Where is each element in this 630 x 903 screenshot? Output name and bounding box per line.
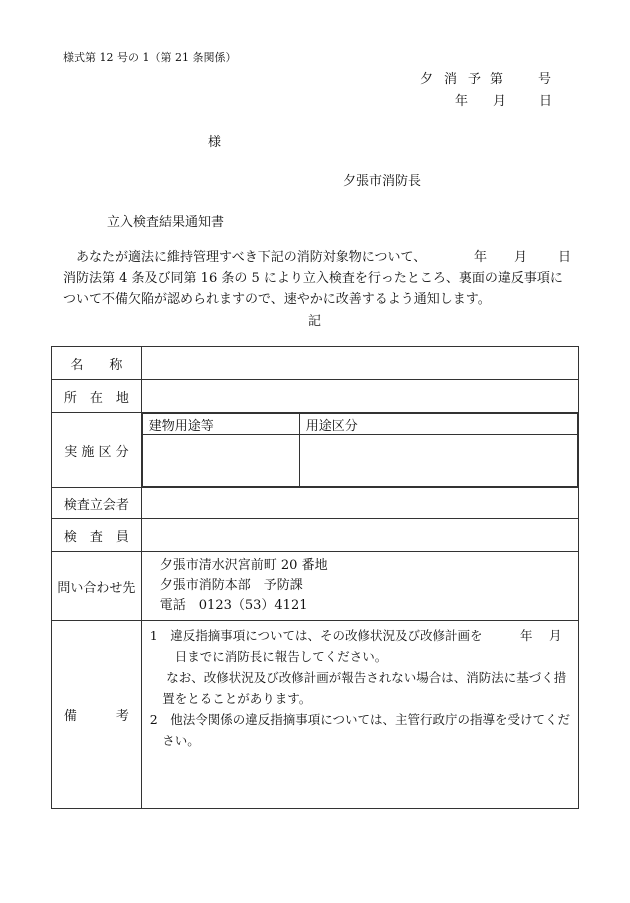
remarks-line: さい。 <box>149 733 200 748</box>
witness-label: 検査立会者 <box>52 488 142 519</box>
inspector-label: 検 査 員 <box>52 519 142 552</box>
body-day: 日 <box>558 250 572 265</box>
contact-label: 問い合わせ先 <box>52 552 142 621</box>
remarks-line: 置をとることがあります。 <box>149 691 312 706</box>
location-value <box>141 380 578 413</box>
contact-address: 夕張市清水沢宮前町 20 番地 <box>159 558 328 573</box>
name-value <box>141 347 578 380</box>
category-label: 実 施 区 分 <box>52 413 142 488</box>
body-line-1: あなたが適法に維持管理すべき下記の消防対象物について、 年 月 日 <box>63 247 583 268</box>
document-title: 立入検査結果通知書 <box>107 215 225 230</box>
notice-body <box>63 247 583 310</box>
inspection-table <box>51 346 579 809</box>
body-line-3: ついて不備欠陥が認められますので、速やかに改善するよう通知します。 <box>63 292 491 307</box>
remarks-content <box>141 621 578 809</box>
category-subtable <box>142 413 578 487</box>
date-year: 年 <box>455 94 469 109</box>
ref-part: 第 <box>490 72 504 87</box>
use-category-value <box>299 435 577 487</box>
ref-part: 夕 <box>420 72 434 87</box>
contact-phone: 電話 0123（53）4121 <box>159 598 308 613</box>
building-use-header: 建物用途等 <box>142 414 299 435</box>
ref-part: 予 <box>468 72 482 87</box>
location-label: 所 在 地 <box>52 380 142 413</box>
ref-part: 消 <box>444 72 458 87</box>
date-day: 日 <box>539 94 553 109</box>
building-use-value <box>142 435 299 487</box>
name-label: 名 称 <box>52 347 142 380</box>
inspector-value <box>141 519 578 552</box>
category-cell <box>141 413 578 488</box>
witness-value <box>141 488 578 519</box>
use-category-header: 用途区分 <box>299 414 577 435</box>
remarks-line: なお、改修状況及び改修計画が報告されない場合は、消防法に基づく措 <box>149 670 567 685</box>
addressee: 様 <box>208 135 222 150</box>
remarks-line: 日までに消防長に報告してください。 <box>149 649 388 664</box>
remarks-label: 備 考 <box>52 621 142 809</box>
ref-part: 号 <box>538 72 552 87</box>
reference-number <box>420 68 560 87</box>
sender: 夕張市消防長 <box>343 174 422 189</box>
issue-date <box>450 90 560 109</box>
body-line-2: 消防法第 4 条及び同第 16 条の 5 により立入検査を行ったところ、裏面の違反事項に <box>63 271 563 286</box>
contact-department: 夕張市消防本部 予防課 <box>159 578 303 593</box>
remarks-line: 2 他法令関係の違反指摘事項については、主管行政庁の指導を受けてくだ <box>149 712 570 727</box>
remarks-line: 1 違反指摘事項については、その改修状況及び改修計画を 年 月 <box>149 628 562 643</box>
contact-info <box>141 552 578 621</box>
body-month: 月 <box>514 250 528 265</box>
body-year: 年 <box>474 250 488 265</box>
form-number-label: 様式第 12 号の 1（第 21 条関係） <box>63 51 237 64</box>
ki-marker: 記 <box>308 314 322 329</box>
date-month: 月 <box>493 94 507 109</box>
